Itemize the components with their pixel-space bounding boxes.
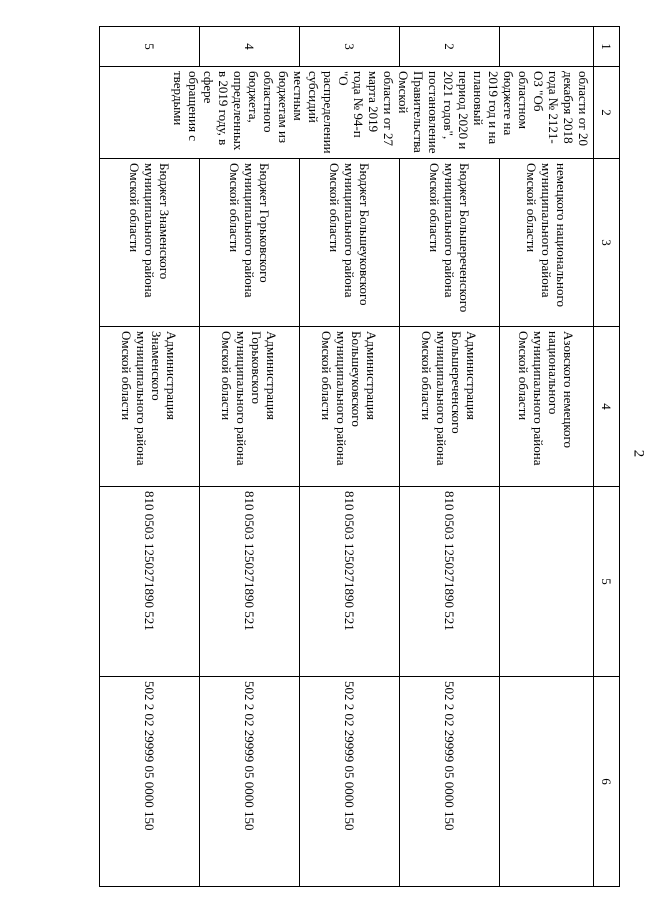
admin-cell: Администрация Большереченского муниципального района Омской области bbox=[400, 327, 500, 487]
admin-cell: Азовского немецкого национального муниципального района Омской области bbox=[500, 327, 594, 487]
page-number: 2 bbox=[630, 449, 646, 458]
code-cell-5: 810 0503 1250271890 521 bbox=[100, 487, 200, 677]
table-row bbox=[500, 27, 594, 887]
budget-cell: Бюджет Знаменского муниципального района Омской области bbox=[100, 159, 200, 327]
code-cell-5: 810 0503 1250271890 521 bbox=[300, 487, 400, 677]
code-cell-6 bbox=[500, 677, 594, 887]
row-number: 5 bbox=[100, 27, 200, 67]
header-cell: 5 bbox=[594, 487, 620, 677]
budget-cell: Бюджет Горьковского муниципального района Омской области bbox=[200, 159, 300, 327]
admin-cell: Администрация Знаменского муниципального района Омской области bbox=[100, 327, 200, 487]
code-cell-5 bbox=[500, 487, 594, 677]
distribution-table bbox=[99, 26, 620, 887]
header-cell: 1 bbox=[594, 27, 620, 67]
header-cell: 2 bbox=[594, 67, 620, 159]
header-cell: 3 bbox=[594, 159, 620, 327]
row-number bbox=[500, 27, 594, 67]
code-cell-5: 810 0503 1250271890 521 bbox=[400, 487, 500, 677]
row-number: 3 bbox=[300, 27, 400, 67]
budget-cell: Бюджет Большеуковского муниципального района Омской области bbox=[300, 159, 400, 327]
code-cell-6: 502 2 02 29999 05 0000 150 bbox=[100, 677, 200, 887]
header-cell: 6 bbox=[594, 677, 620, 887]
code-cell-5: 810 0503 1250271890 521 bbox=[200, 487, 300, 677]
code-cell-6: 502 2 02 29999 05 0000 150 bbox=[400, 677, 500, 887]
code-cell-6: 502 2 02 29999 05 0000 150 bbox=[200, 677, 300, 887]
row-number: 4 bbox=[200, 27, 300, 67]
admin-cell: Администрация Горьковского муниципального района Омской области bbox=[200, 327, 300, 487]
budget-cell: Бюджет Большереченского муниципального района Омской области bbox=[400, 159, 500, 327]
admin-cell: Администрация Большеуковского муниципального района Омской области bbox=[300, 327, 400, 487]
row-number: 2 bbox=[400, 27, 500, 67]
budget-cell: немецкого национального муниципального района Омской области bbox=[500, 159, 594, 327]
legal-basis-cell bbox=[100, 67, 594, 159]
table-header-row bbox=[594, 27, 620, 887]
rotated-table-container bbox=[100, 26, 620, 886]
code-cell-6: 502 2 02 29999 05 0000 150 bbox=[300, 677, 400, 887]
header-cell: 4 bbox=[594, 327, 620, 487]
legal-basis-text: области от 20 декабря 2018 года № 2121-ОЗ "Об областном бюджете на 2019 год и на плановый период 2020 и 2021 годов", постановление Правительства Омской области от 27 марта 2019 года № 94-п "О распределении субсидий местным бюджетам из областного бюджета, определенных в 2019 году, в сфере обращения с твердыми bbox=[171, 71, 591, 154]
